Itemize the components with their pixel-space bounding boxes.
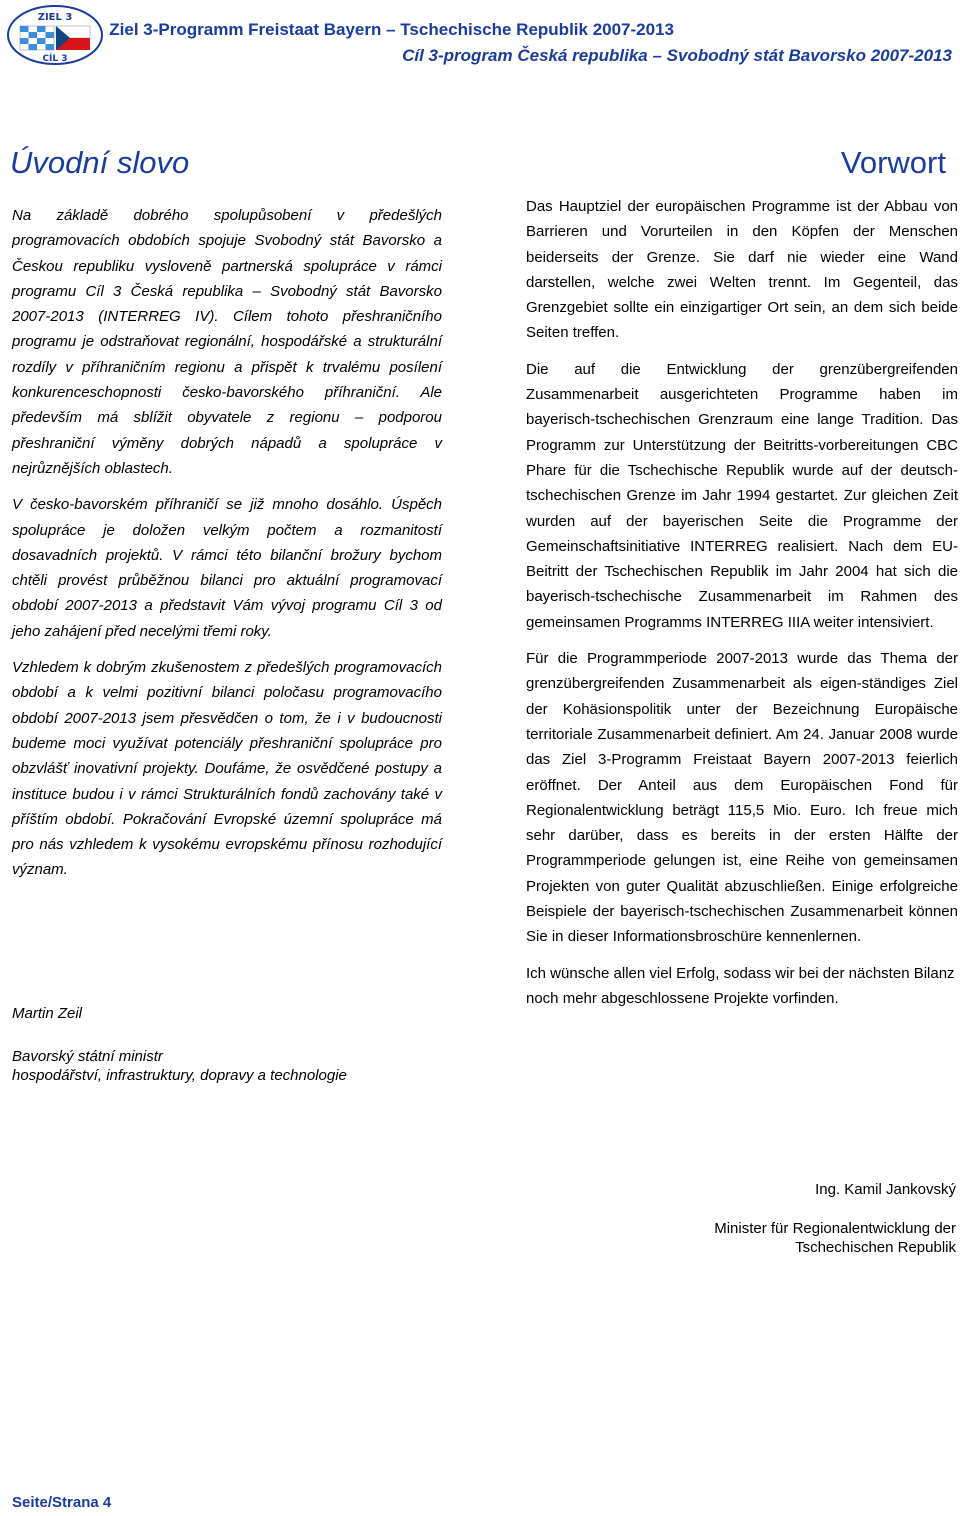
logo-text-bottom: CÍL 3 <box>42 54 68 64</box>
german-signature-role-2: Tschechischen Republik <box>795 1239 956 1256</box>
german-column <box>526 194 958 1022</box>
header-title-cz: Cíl 3-program Česká republika – Svobodný stát Bavorsko 2007-2013 <box>402 46 952 65</box>
czech-signature-name: Martin Zeil <box>12 1005 83 1022</box>
logo-text-top: ZIEL 3 <box>37 12 73 23</box>
german-title: Vorwort <box>840 145 946 180</box>
czech-column <box>12 203 442 894</box>
czech-paragraph-3: Vzhledem k dobrým zkušenostem z předešlých programovacích období a k velmi pozitivní bilanci poločasu programovacího období 2007-2013 jsem přesvědčen o tom, že i v budoucnosti budeme moci využívat potenciály přeshraniční spolupráce pro obzvlášť inovativní projekty. Doufáme, že osvědčené postupy a instituce budou i v rámci Strukturálních fondů zachovány také v příštím období. Pokračování Evropské územní spolupráce má pro nás vzhledem k vysokému evropskému přínosu rozhodující význam. <box>12 659 442 879</box>
german-signature-role-1: Minister für Regionalentwicklung der <box>714 1220 956 1237</box>
czech-signature-role-1: Bavorský státní ministr <box>12 1048 163 1065</box>
german-paragraph-3: Für die Programmperiode 2007-2013 wurde das Thema der grenzübergreifenden Zusammenarbeit als eigen-ständiges Ziel der Kohäsionspolitik unter der Bezeichnung Europäische territoriale Zusammenarbeit definiert. Am 24. Januar 2008 wurde das Ziel 3-Programm Freistaat Bayern 2007-2013 feierlich eröffnet. Der Anteil aus dem Europäischen Fond für Regionalentwicklung beträgt 115,5 Mio. Euro. Ich freue mich sehr darüber, dass es bereits in der ersten Hälfte der Programmperiode gelungen ist, eine Reihe von gemeinsamen Projekten von guter Qualität abzuschließen. Einige erfolgreiche Beispiele der bayerisch-tschechischen Zusammenarbeit können Sie in dieser Informationsbroschüre kennenlernen. <box>526 650 958 946</box>
czech-paragraph-2: V česko-bavorském příhraničí se již mnoho dosáhlo. Úspěch spolupráce je doložen velkým počtem a rozmanitostí dosavadních projektů. V rámci této bilanční brožury bychom chtěli provést průběžnou bilanci pro aktuální programovací období 2007-2013 a představit Vám vývoj programu Cíl 3 od jeho zahájení před necelými třemi roky. <box>12 496 442 640</box>
page-number: Seite/Strana 4 <box>12 1494 112 1511</box>
header-title-de: Ziel 3-Programm Freistaat Bayern – Tschechische Republik 2007-2013 <box>109 20 674 39</box>
czech-title: Úvodní slovo <box>10 145 190 180</box>
german-paragraph-2: Die auf die Entwicklung der grenzübergreifenden Zusammenarbeit ausgerichteten Programme haben im bayerisch-tschechischen Grenzraum eine lange Tradition. Das Programm zur Unterstützung der Beitritts-vorbereitungen CBC Phare für die Tschechische Republik wurde auf der deutsch-tschechischen Grenze im Jahr 1994 gestartet. Zur gleichen Zeit wurden auf der bayerischen Seite die Programme der Gemeinschaftsinitiative INTERREG realisiert. Nach dem EU-Beitritt der Tschechischen Republik im Jahr 2004 hat sich die bayerisch-tschechische Zusammenarbeit im Rahmen des gemeinsamen Programms INTERREG IIIA weiter intensiviert. <box>526 360 958 631</box>
czech-signature <box>12 1004 442 1085</box>
german-signature <box>526 1180 956 1257</box>
german-signature-name: Ing. Kamil Jankovský <box>815 1181 956 1198</box>
german-paragraph-4: Ich wünsche allen viel Erfolg, sodass wir bei der nächsten Bilanz noch mehr abgeschlossene Projekte vorfinden. <box>526 964 955 1007</box>
page-header <box>0 0 960 72</box>
czech-paragraph-1: Na základě dobrého spolupůsobení v předešlých programovacích obdobích spojuje Svobodný stát Bavorsko a Českou republiku vysloveně partnerská spolupráce v rámci programu Cíl 3 Česká republika – Svobodný stát Bavorsko 2007-2013 (INTERREG IV). Cílem tohoto přeshraničního programu je odstraňovat regionální, hospodářské a strukturální rozdíly v příhraničním regionu a přispět k trvalému posílení konkurenceschopnosti česko-bavorského příhraniční. Ale především má sblížit obyvatele z regionu – podporou přeshraniční výměny dobrých nápadů a spolupráce v nejrůznějších oblastech. <box>12 207 442 477</box>
german-paragraph-1: Das Hauptziel der europäischen Programme ist der Abbau von Barrieren und Vorurteilen in den Köpfen der Menschen beiderseits der Grenze. Sie darf nie wieder eine Wand darstellen, welche zwei Welten trennt. Im Gegenteil, das Grenzgebiet sollte ein einzigartiger Ort sein, an dem sich beide Seiten treffen. <box>526 198 958 342</box>
ziel3-logo-icon <box>6 4 104 66</box>
czech-signature-role-2: hospodářství, infrastruktury, dopravy a technologie <box>12 1067 347 1084</box>
